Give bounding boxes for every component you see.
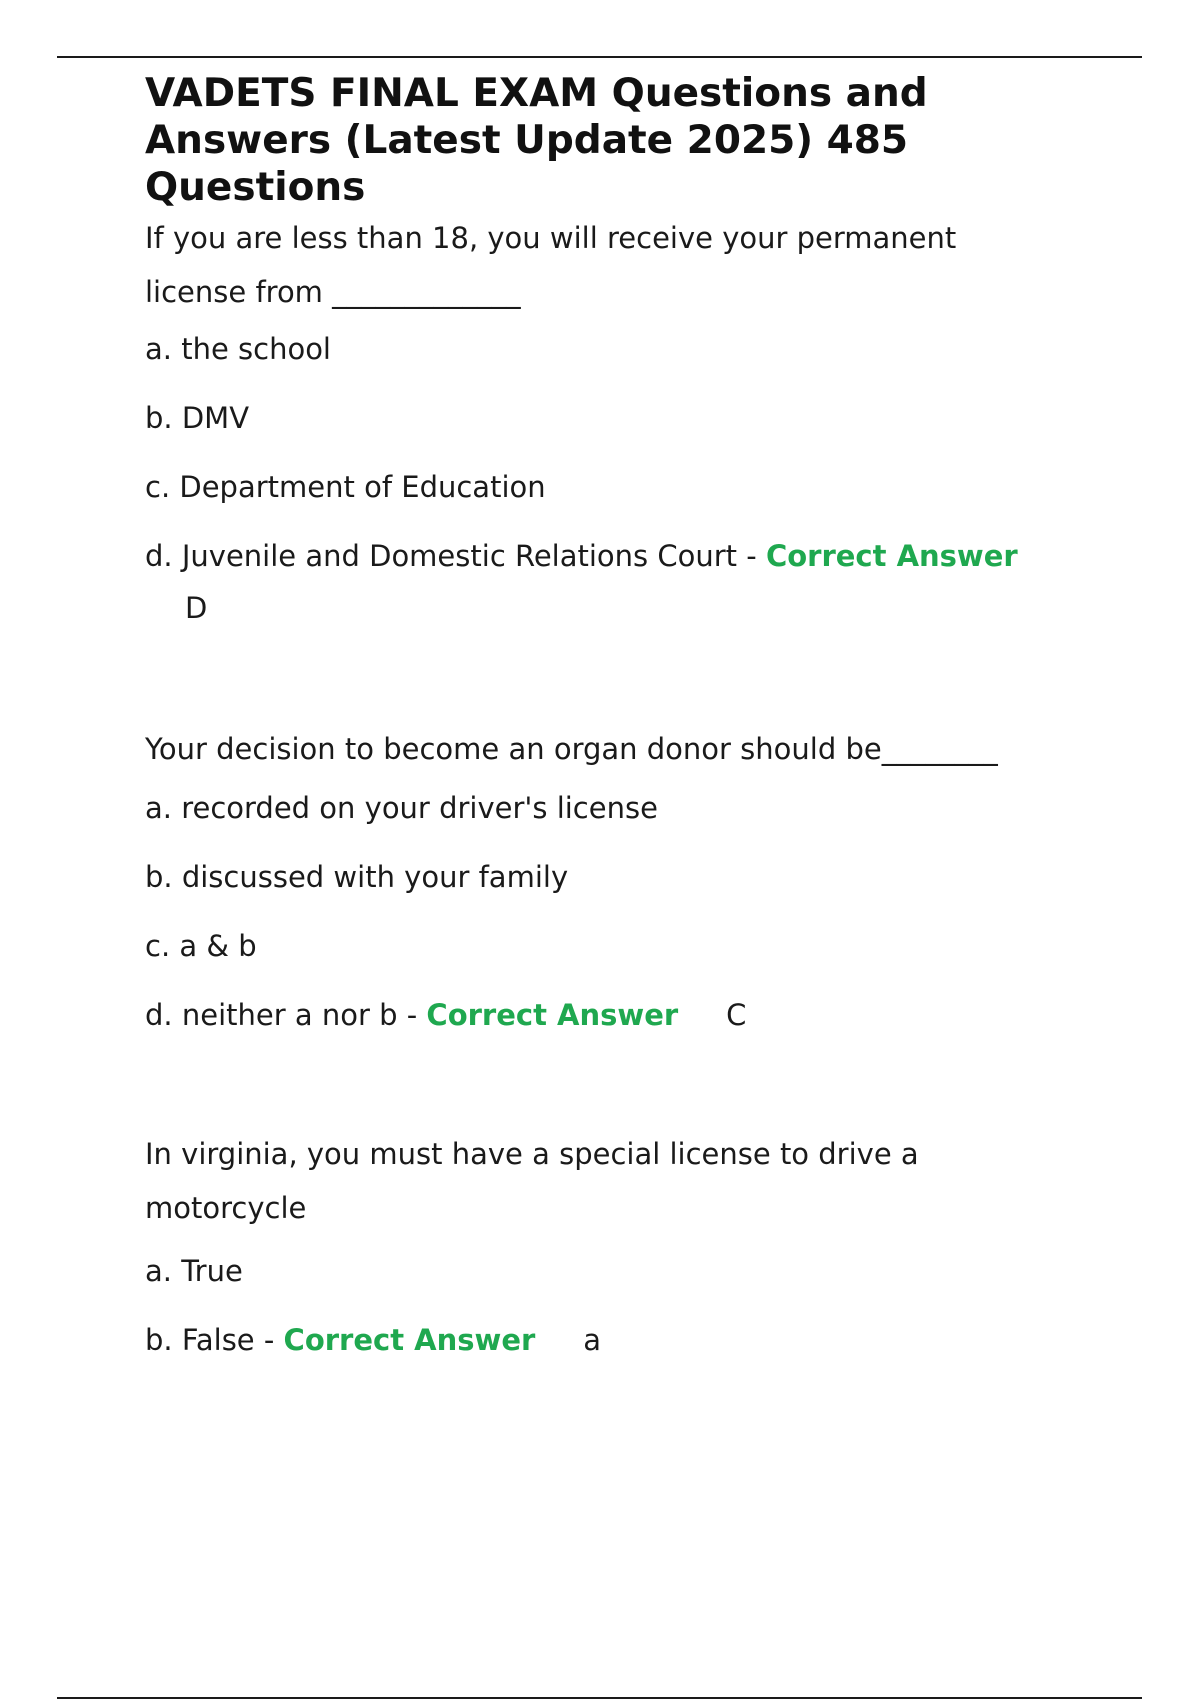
answer-option-with-correct	[145, 536, 1085, 576]
document-body	[145, 70, 1085, 1360]
question-prompt: If you are less than 18, you will receive your permanent license from _____________	[145, 221, 957, 309]
question-block	[145, 211, 1085, 628]
bottom-rule	[57, 1697, 1142, 1699]
question-block	[145, 1127, 1085, 1360]
correct-answer-label: Correct Answer	[426, 998, 679, 1032]
answer-option-text: d. Juvenile and Domestic Relations Court -	[145, 539, 766, 573]
answer-option-text: d. neither a nor b -	[145, 998, 427, 1032]
answer-option: a. True	[145, 1254, 243, 1288]
answer-letter: C	[726, 998, 747, 1032]
question-block	[145, 722, 1085, 1035]
answer-letter: D	[185, 591, 208, 625]
answer-option: c. a & b	[145, 929, 257, 963]
answer-option: b. DMV	[145, 401, 250, 435]
answer-option-with-correct	[145, 995, 1085, 1035]
answer-option-text: b. False -	[145, 1323, 284, 1357]
answer-option: b. discussed with your family	[145, 860, 569, 894]
document-title: VADETS FINAL EXAM Questions and Answers (Latest Update 2025) 485 Questions	[145, 71, 928, 210]
answer-option: c. Department of Education	[145, 470, 546, 504]
correct-answer-label: Correct Answer	[283, 1323, 536, 1357]
question-prompt: In virginia, you must have a special license to drive a motorcycle	[145, 1137, 919, 1225]
answer-option: a. the school	[145, 332, 331, 366]
top-rule	[57, 56, 1142, 58]
answer-option: a. recorded on your driver's license	[145, 791, 658, 825]
correct-answer-label: Correct Answer	[765, 539, 1018, 573]
answer-letter: a	[583, 1323, 602, 1357]
question-prompt: Your decision to become an organ donor should be________	[145, 732, 998, 766]
answer-option-with-correct	[145, 1320, 1085, 1360]
